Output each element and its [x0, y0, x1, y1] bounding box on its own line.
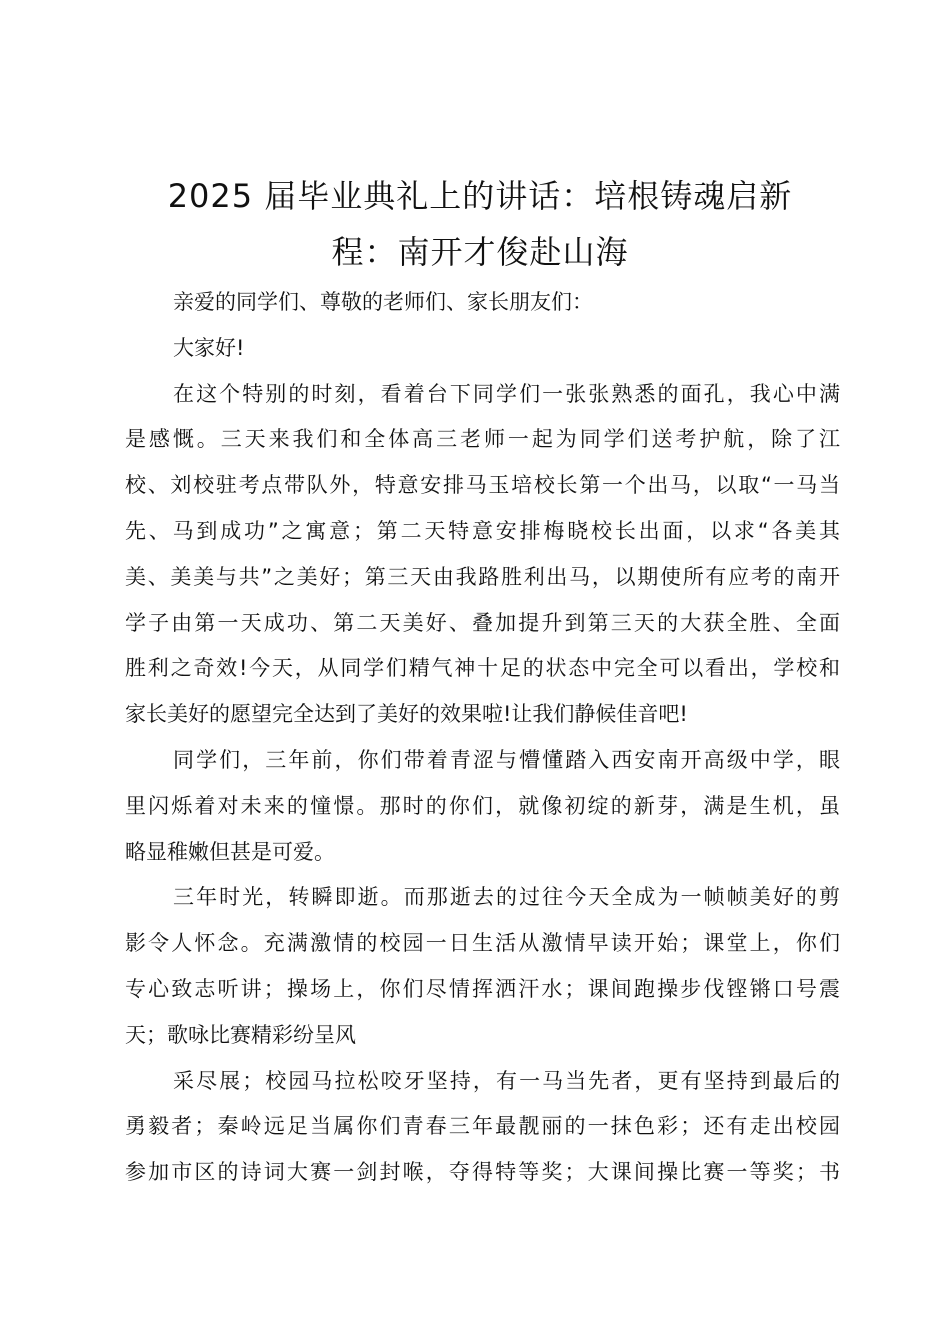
body-paragraph	[125, 875, 840, 1058]
body-paragraph	[125, 738, 840, 875]
paragraph-line: 影令人怀念。充满激情的校园一日生活从激情早读开始；课堂上，你们	[125, 931, 840, 956]
document-title	[120, 168, 840, 280]
paragraph-line: 校、刘校驻考点带队外，特意安排马玉培校长第一个出马，以取“一马当	[125, 473, 840, 498]
paragraph-line: 亲爱的同学们、尊敬的老师们、家长朋友们：	[173, 290, 593, 314]
paragraph-line: 胜利之奇效!今天，从同学们精气神十足的状态中完全可以看出，学校和	[125, 656, 840, 681]
paragraph-line: 采尽展；校园马拉松咬牙坚持，有一马当先者，更有坚持到最后的	[173, 1068, 840, 1093]
paragraph-line: 天；歌咏比赛精彩纷呈风	[125, 1022, 356, 1047]
paragraph-line: 先、马到成功”之寓意；第二天特意安排梅晓校长出面，以求“各美其	[125, 518, 840, 543]
paragraph-line: 勇毅者；秦岭远足当属你们青春三年最靓丽的一抹色彩；还有走出校园	[125, 1114, 840, 1139]
paragraph-line: 同学们，三年前，你们带着青涩与懵懂踏入西安南开高级中学，眼	[173, 747, 840, 772]
paragraph-line: 参加市区的诗词大赛一剑封喉，夺得特等奖；大课间操比赛一等奖；书	[125, 1160, 840, 1185]
body-paragraph	[125, 1059, 840, 1196]
paragraph-line: 里闪烁着对未来的憧憬。那时的你们，就像初绽的新芽，满是生机，虽	[125, 793, 840, 818]
body-paragraph	[125, 372, 840, 738]
title-line-2: 程：南开才俊赴山海	[331, 233, 629, 271]
greeting-paragraph	[125, 326, 840, 372]
document-body	[125, 280, 840, 1196]
paragraph-line: 美、美美与共”之美好；第三天由我路胜利出马，以期使所有应考的南开	[125, 564, 840, 589]
paragraph-line: 在这个特别的时刻，看着台下同学们一张张熟悉的面孔，我心中满	[173, 381, 840, 406]
title-line-1: 2025 届毕业典礼上的讲话：培根铸魂启新	[167, 177, 793, 215]
paragraph-line: 是感慨。三天来我们和全体高三老师一起为同学们送考护航，除了江	[125, 427, 840, 452]
paragraph-line: 学子由第一天成功、第二天美好、叠加提升到第三天的大获全胜、全面	[125, 610, 840, 635]
salutation-paragraph	[125, 280, 840, 326]
paragraph-line: 大家好!	[173, 335, 245, 360]
paragraph-line: 略显稚嫩但甚是可爱。	[125, 839, 335, 864]
paragraph-line: 家长美好的愿望完全达到了美好的效果啦!让我们静候佳音吧!	[125, 702, 688, 727]
paragraph-line: 三年时光，转瞬即逝。而那逝去的过往今天全成为一帧帧美好的剪	[173, 885, 840, 910]
paragraph-line: 专心致志听讲；操场上，你们尽情挥洒汗水；课间跑操步伐铿锵口号震	[125, 976, 840, 1001]
